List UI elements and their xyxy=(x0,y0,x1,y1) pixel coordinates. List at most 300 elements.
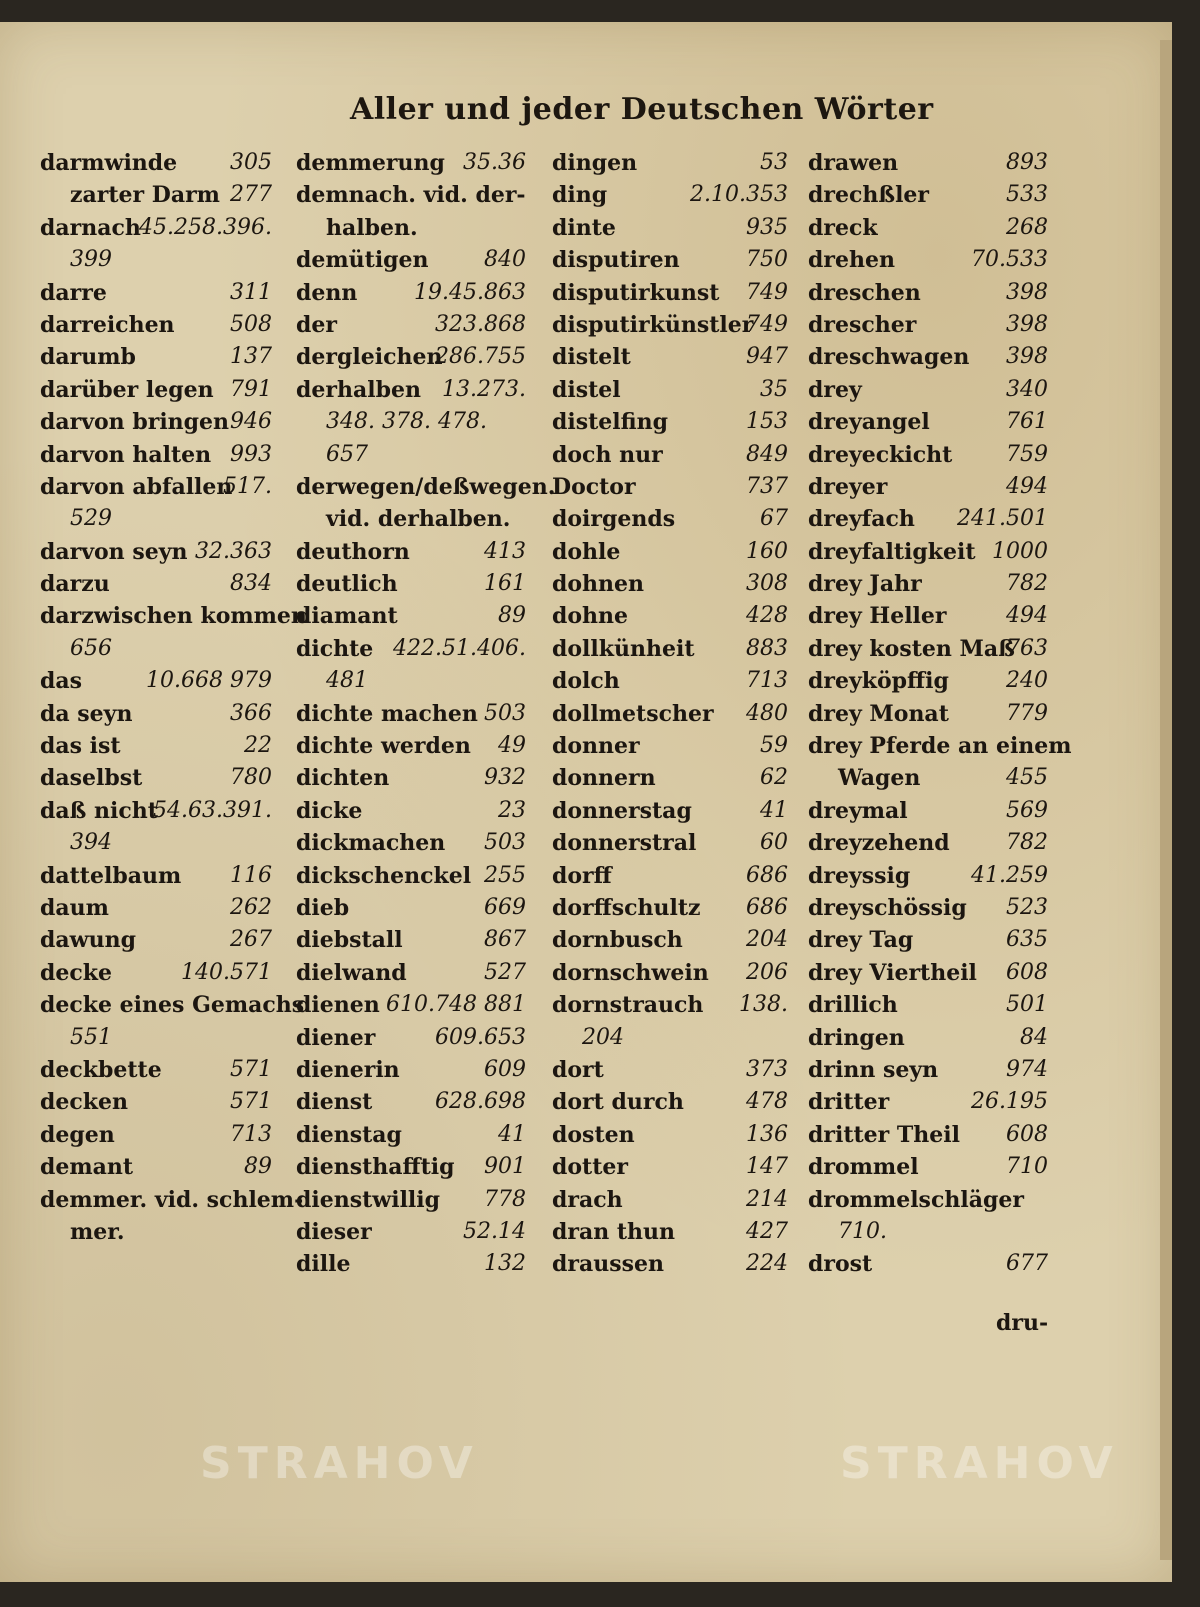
index-entry xyxy=(552,472,788,504)
index-entry xyxy=(40,213,272,245)
index-entry xyxy=(296,893,526,925)
index-word: demnach. vid. der- xyxy=(296,182,526,209)
page-reference: 780 xyxy=(230,765,272,791)
index-word: darre xyxy=(40,279,107,306)
index-word: drey Pferde an einem xyxy=(808,733,1072,760)
index-entry xyxy=(40,310,272,342)
page-reference: 422.51.406. xyxy=(393,635,526,661)
page-reference: 494 xyxy=(1006,603,1048,629)
index-entry xyxy=(808,1185,1048,1217)
index-word: drost xyxy=(808,1251,873,1278)
page-reference: 677 xyxy=(1006,1251,1048,1277)
index-word: darvon seyn xyxy=(40,538,188,565)
index-entry xyxy=(296,1023,526,1055)
page-reference: 255 xyxy=(484,862,526,888)
index-word: drawen xyxy=(808,150,899,176)
page-reference: 609.653 xyxy=(435,1024,526,1050)
index-entry xyxy=(40,278,272,310)
page-edge xyxy=(1160,40,1172,1560)
page-reference: 89 xyxy=(244,1154,272,1180)
index-entry xyxy=(552,1055,788,1087)
index-word: dreyeckicht xyxy=(808,441,953,468)
index-entry xyxy=(40,1055,272,1087)
index-word: dotter xyxy=(552,1154,628,1181)
page-reference: 35.36 xyxy=(463,150,526,175)
index-word: darzwischen kommen xyxy=(40,603,307,630)
index-word: decke xyxy=(40,959,113,986)
index-word: demmer. vid. schlem- xyxy=(40,1186,304,1213)
page-reference: 480 xyxy=(746,700,788,726)
index-word: 710. xyxy=(838,1218,887,1244)
page-reference: 41 xyxy=(498,1121,526,1147)
page-reference: 791 xyxy=(230,376,272,402)
index-entry xyxy=(40,537,272,569)
index-entry xyxy=(552,1087,788,1119)
index-word: dieb xyxy=(296,894,350,921)
page-reference: 214 xyxy=(746,1186,788,1212)
index-entry xyxy=(552,180,788,212)
index-word: derwegen/deßwegen. xyxy=(296,473,556,500)
index-word: disputiren xyxy=(552,247,680,274)
page-reference: 533 xyxy=(1006,182,1048,208)
index-entry xyxy=(40,1185,304,1217)
index-word: drechßler xyxy=(808,182,930,209)
page-reference: 204 xyxy=(746,927,788,953)
index-entry xyxy=(40,1152,272,1184)
page-reference: 373 xyxy=(746,1056,788,1082)
page-reference: 340 xyxy=(1006,376,1048,402)
index-entry xyxy=(296,569,526,601)
page-reference: 19.45.863 xyxy=(414,279,526,305)
index-word: 551 xyxy=(70,1024,112,1050)
index-column-4 xyxy=(808,148,1072,1282)
page-reference: 571 xyxy=(230,1056,272,1082)
index-word: dreymal xyxy=(808,797,908,824)
index-word: diensthafftig xyxy=(296,1154,455,1181)
index-word: diener xyxy=(296,1024,376,1051)
page-reference: 268 xyxy=(1006,214,1048,240)
page-reference: 398 xyxy=(1006,279,1048,305)
page-reference: 2.10.353 xyxy=(690,182,788,208)
index-entry xyxy=(296,375,526,407)
index-entry xyxy=(296,472,556,504)
index-entry xyxy=(296,763,526,795)
page-reference: 262 xyxy=(230,894,272,920)
page-reference: 140.571 xyxy=(181,959,272,985)
page-reference: 737 xyxy=(746,473,788,499)
index-entry xyxy=(552,148,788,180)
index-word: disputirkünstler xyxy=(552,311,754,338)
index-word: 529 xyxy=(70,506,112,532)
page-reference: 267 xyxy=(230,927,272,953)
index-word: daselbst xyxy=(40,765,143,792)
index-word: darmwinde xyxy=(40,150,178,176)
page-reference: 206 xyxy=(746,959,788,985)
index-word: dreschen xyxy=(808,279,921,306)
index-word: dreyfach xyxy=(808,506,915,533)
page-reference: 713 xyxy=(230,1121,272,1147)
index-entry xyxy=(552,310,788,342)
index-entry xyxy=(808,504,1048,536)
index-entry xyxy=(552,1249,788,1281)
index-entry xyxy=(296,310,526,342)
index-entry xyxy=(40,828,272,860)
index-word: 348. 378. 478. xyxy=(326,409,487,435)
index-entry xyxy=(552,666,788,698)
index-word: drey Jahr xyxy=(808,571,922,598)
index-entry xyxy=(40,440,272,472)
index-entry xyxy=(296,504,526,536)
index-entry xyxy=(296,925,526,957)
page-reference: 53 xyxy=(760,150,788,175)
page-reference: 240 xyxy=(1006,668,1048,694)
index-entry xyxy=(552,342,788,374)
watermark: STRAHOV xyxy=(200,1438,479,1489)
index-entry xyxy=(552,213,788,245)
page-reference: 137 xyxy=(230,344,272,370)
index-word: dreyzehend xyxy=(808,830,950,857)
page-reference: 782 xyxy=(1006,571,1048,597)
index-entry xyxy=(808,828,1048,860)
page-reference: 893 xyxy=(1006,150,1048,175)
index-entry xyxy=(296,1087,526,1119)
index-word: dichte xyxy=(296,635,374,662)
index-entry xyxy=(808,440,1048,472)
page-reference: 311 xyxy=(230,279,272,305)
index-word: drey Monat xyxy=(808,700,949,727)
page-reference: 610.748 881 xyxy=(386,992,526,1018)
index-word: daß nicht xyxy=(40,797,158,824)
index-word: darvon bringen xyxy=(40,409,230,436)
index-entry xyxy=(808,213,1048,245)
index-entry xyxy=(552,1120,788,1152)
index-word: darreichen xyxy=(40,311,175,338)
index-word: drey Viertheil xyxy=(808,959,977,986)
page-reference: 686 xyxy=(746,894,788,920)
index-entry xyxy=(552,1023,788,1055)
page-reference: 883 xyxy=(746,635,788,661)
index-word: deutlich xyxy=(296,571,398,598)
page-reference: 147 xyxy=(746,1154,788,1180)
index-word: dawung xyxy=(40,927,136,954)
page-reference: 710 xyxy=(1006,1154,1048,1180)
index-word: doch nur xyxy=(552,441,663,468)
index-word: drach xyxy=(552,1186,623,1213)
page-reference: 241.501 xyxy=(957,506,1048,532)
index-entry xyxy=(296,407,526,439)
page-reference: 54.63.391. xyxy=(153,797,272,823)
page-reference: 635 xyxy=(1006,927,1048,953)
index-entry xyxy=(552,990,788,1022)
index-word: drey xyxy=(808,376,862,403)
index-entry xyxy=(296,699,526,731)
index-entry xyxy=(40,893,272,925)
index-word: dienstwillig xyxy=(296,1186,441,1213)
index-entry xyxy=(40,925,272,957)
page-reference: 70.533 xyxy=(971,247,1048,273)
index-entry xyxy=(808,666,1048,698)
page-reference: 974 xyxy=(1006,1056,1048,1082)
index-word: decken xyxy=(40,1089,129,1116)
index-word: 481 xyxy=(326,668,368,694)
index-word: drey Heller xyxy=(808,603,947,630)
index-word: dille xyxy=(296,1251,351,1278)
index-entry xyxy=(808,763,1048,795)
page-reference: 35 xyxy=(760,376,788,402)
index-entry xyxy=(552,796,788,828)
index-entry xyxy=(40,342,272,374)
index-word: darzu xyxy=(40,571,110,598)
index-word: dohnen xyxy=(552,571,645,598)
index-word: drommelschläger xyxy=(808,1186,1024,1213)
index-word: dickschenckel xyxy=(296,862,472,889)
index-word: dreyköpffig xyxy=(808,668,949,695)
index-word: dringen xyxy=(808,1024,905,1051)
page-reference: 161 xyxy=(484,571,526,597)
page-reference: 116 xyxy=(230,862,272,888)
index-word: drescher xyxy=(808,311,917,338)
page-reference: 428 xyxy=(746,603,788,629)
index-entry xyxy=(808,1023,1048,1055)
index-entry xyxy=(808,601,1048,633)
index-word: dingen xyxy=(552,150,638,176)
page-reference: 778 xyxy=(484,1186,526,1212)
index-entry xyxy=(40,861,272,893)
page-reference: 503 xyxy=(484,700,526,726)
page-reference: 609 xyxy=(484,1056,526,1082)
index-entry xyxy=(552,504,788,536)
index-word: decke eines Gemachs xyxy=(40,992,305,1019)
index-entry xyxy=(552,440,788,472)
index-entry xyxy=(40,1087,272,1119)
page-reference: 224 xyxy=(746,1251,788,1277)
index-word: drommel xyxy=(808,1154,919,1181)
index-word: donnern xyxy=(552,765,656,792)
index-word: 394 xyxy=(70,830,112,856)
index-entry xyxy=(808,796,1048,828)
index-word: darumb xyxy=(40,344,136,371)
page-reference: 41 xyxy=(760,797,788,823)
index-entry xyxy=(552,407,788,439)
index-entry xyxy=(808,278,1048,310)
index-word: dielwand xyxy=(296,959,407,986)
index-entry xyxy=(40,148,272,180)
index-entry xyxy=(296,440,526,472)
page-reference: 366 xyxy=(230,700,272,726)
page-reference: 41.259 xyxy=(971,862,1048,888)
index-entry xyxy=(296,666,526,698)
index-word: dichten xyxy=(296,765,390,792)
index-entry xyxy=(296,278,526,310)
index-entry xyxy=(552,1152,788,1184)
index-word: dienerin xyxy=(296,1056,400,1083)
index-word: vid. derhalben. xyxy=(326,506,511,533)
index-word: Wagen xyxy=(838,765,921,792)
catchword: dru- xyxy=(996,1310,1049,1336)
page-reference: 478 xyxy=(746,1089,788,1115)
page-reference: 160 xyxy=(746,538,788,564)
index-entry xyxy=(296,828,526,860)
index-entry xyxy=(296,537,526,569)
page-reference: 686 xyxy=(746,862,788,888)
index-word: dohle xyxy=(552,538,621,565)
page-reference: 761 xyxy=(1006,409,1048,435)
index-word: demmerung xyxy=(296,150,445,176)
index-word: dort durch xyxy=(552,1089,684,1116)
page-reference: 849 xyxy=(746,441,788,467)
page-reference: 834 xyxy=(230,571,272,597)
index-entry xyxy=(552,278,788,310)
index-entry xyxy=(40,375,272,407)
index-entry xyxy=(40,504,272,536)
index-entry xyxy=(40,731,272,763)
page-reference: 608 xyxy=(1006,1121,1048,1147)
index-entry xyxy=(296,180,526,212)
index-entry xyxy=(808,180,1048,212)
page-reference: 305 xyxy=(230,150,272,175)
watermark: STRAHOV xyxy=(840,1438,1119,1489)
index-entry xyxy=(40,180,272,212)
page-reference: 22 xyxy=(244,733,272,759)
index-word: distel xyxy=(552,376,621,403)
index-entry xyxy=(808,310,1048,342)
page-reference: 840 xyxy=(484,247,526,273)
index-word: dinte xyxy=(552,214,616,241)
index-word: dergleichen xyxy=(296,344,443,371)
index-entry xyxy=(808,990,1048,1022)
index-entry xyxy=(296,990,526,1022)
page-reference: 136 xyxy=(746,1121,788,1147)
index-word: dreyer xyxy=(808,473,888,500)
index-entry xyxy=(296,342,526,374)
index-word: degen xyxy=(40,1121,115,1148)
index-word: drehen xyxy=(808,247,895,274)
page-reference: 508 xyxy=(230,311,272,337)
index-entry xyxy=(808,1120,1048,1152)
index-entry xyxy=(808,375,1048,407)
index-word: demütigen xyxy=(296,247,429,274)
index-entry xyxy=(808,569,1048,601)
page-reference: 398 xyxy=(1006,311,1048,337)
page-header: Aller und jeder Deutschen Wörter xyxy=(350,92,934,127)
index-entry xyxy=(296,861,526,893)
page-reference: 628.698 xyxy=(435,1089,526,1115)
page-reference: 1000 xyxy=(992,538,1048,564)
index-entry xyxy=(40,666,272,698)
page-reference: 277 xyxy=(230,182,272,208)
index-word: dreyangel xyxy=(808,409,930,436)
index-word: dollmetscher xyxy=(552,700,714,727)
page-reference: 527 xyxy=(484,959,526,985)
index-word: dieser xyxy=(296,1218,372,1245)
index-entry xyxy=(296,148,526,180)
index-entry xyxy=(808,699,1048,731)
index-entry xyxy=(808,148,1048,180)
index-entry xyxy=(40,472,272,504)
index-entry xyxy=(808,342,1048,374)
index-word: dattelbaum xyxy=(40,862,182,889)
index-entry xyxy=(552,375,788,407)
page-reference: 517. xyxy=(223,473,272,499)
index-word: da seyn xyxy=(40,700,133,727)
index-entry xyxy=(808,958,1048,990)
page-reference: 759 xyxy=(1006,441,1048,467)
index-entry xyxy=(40,763,272,795)
index-word: 204 xyxy=(582,1024,624,1050)
index-entry xyxy=(40,699,272,731)
page-reference: 749 xyxy=(746,279,788,305)
index-entry xyxy=(40,245,272,277)
index-entry xyxy=(552,893,788,925)
index-word: mer. xyxy=(70,1218,125,1245)
index-entry xyxy=(808,1217,1048,1249)
index-word: dosten xyxy=(552,1121,635,1148)
index-word: dornschwein xyxy=(552,959,709,986)
index-entry xyxy=(552,634,788,666)
index-entry xyxy=(40,1217,272,1249)
index-word: dreck xyxy=(808,214,878,241)
index-entry xyxy=(296,1217,526,1249)
page-reference: 13.273. xyxy=(442,376,526,402)
index-entry xyxy=(296,1055,526,1087)
index-entry xyxy=(40,1120,272,1152)
page-reference: 608 xyxy=(1006,959,1048,985)
index-entry xyxy=(296,1152,526,1184)
page-reference: 62 xyxy=(760,765,788,791)
index-word: dienen xyxy=(296,992,380,1019)
page-reference: 10.668 979 xyxy=(146,668,272,694)
index-entry xyxy=(808,731,1072,763)
index-column-2 xyxy=(296,148,556,1282)
index-word: denn xyxy=(296,279,358,306)
page-reference: 523 xyxy=(1006,894,1048,920)
index-entry xyxy=(808,634,1048,666)
index-entry xyxy=(552,958,788,990)
index-entry xyxy=(808,407,1048,439)
index-entry xyxy=(40,601,307,633)
index-entry xyxy=(296,601,526,633)
index-entry xyxy=(296,634,526,666)
index-word: 656 xyxy=(70,635,112,661)
page-reference: 867 xyxy=(484,927,526,953)
page-reference: 60 xyxy=(760,830,788,856)
index-word: Doctor xyxy=(552,473,636,500)
page-reference: 49 xyxy=(498,733,526,759)
index-entry xyxy=(296,1185,526,1217)
index-word: dicke xyxy=(296,797,363,824)
index-word: diebstall xyxy=(296,927,403,954)
index-word: dreyfaltigkeit xyxy=(808,538,976,565)
index-word: das ist xyxy=(40,733,121,760)
index-word: diamant xyxy=(296,603,398,630)
index-entry xyxy=(296,731,526,763)
index-word: darvon abfallen xyxy=(40,473,233,500)
index-entry xyxy=(40,796,272,828)
page-reference: 494 xyxy=(1006,473,1048,499)
page-reference: 308 xyxy=(746,571,788,597)
index-word: drey Tag xyxy=(808,927,914,954)
index-entry xyxy=(552,1185,788,1217)
index-entry xyxy=(552,1217,788,1249)
page-reference: 901 xyxy=(484,1154,526,1180)
index-word: zarter Darm xyxy=(70,182,220,209)
index-word: dienstag xyxy=(296,1121,402,1148)
index-entry xyxy=(808,861,1048,893)
index-word: dichte werden xyxy=(296,733,471,760)
index-entry xyxy=(808,472,1048,504)
index-entry xyxy=(552,245,788,277)
index-entry xyxy=(552,601,788,633)
